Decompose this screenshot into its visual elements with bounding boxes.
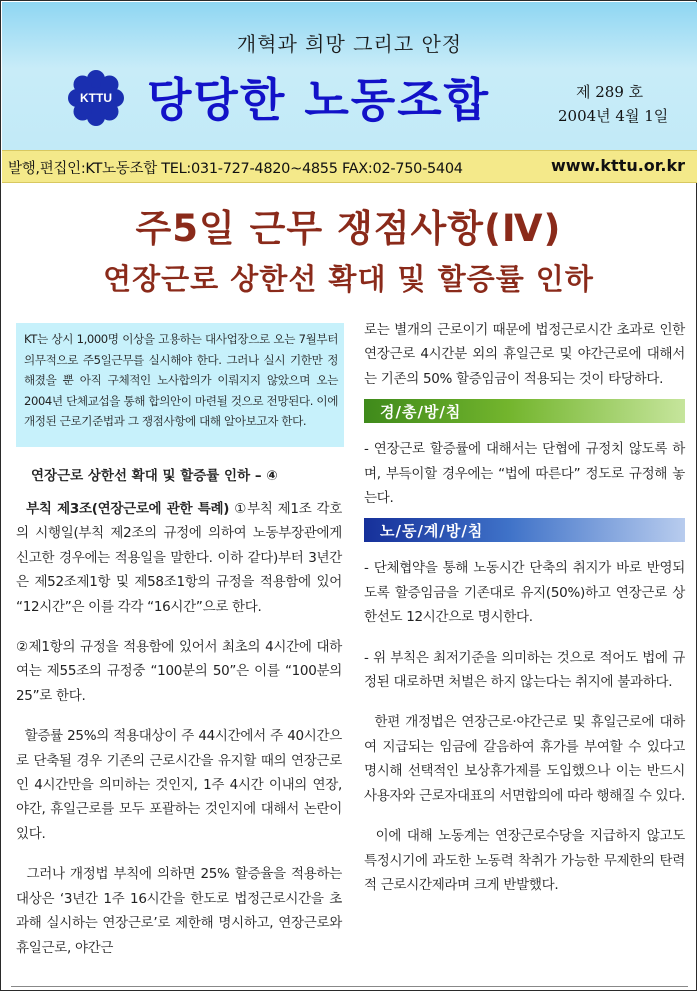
article-paragraph xyxy=(364,710,685,808)
slogan: 개혁과 희망 그리고 안정 xyxy=(236,32,463,56)
publisher-bar xyxy=(2,150,697,183)
headline: 주5일 근무 쟁점사항(Ⅳ) xyxy=(135,207,562,250)
union-policy-text: - 위 부칙은 최저기준을 의미하는 것으로 적어도 법에 규정된 대로하면 처벌은 하지 않는다는 취지에 불과하다. xyxy=(364,649,685,691)
article-paragraph-text: 이에 대해 노동계는 연장근로수당을 지급하지 않고도 특정시기에 과도한 노동력 착취가 가능한 무제한의 탄력적 근로시간제라며 크게 반발했다. xyxy=(364,828,686,893)
union-policy-text: - 단체협약을 통해 노동시간 단축의 취지가 바로 반영되도록 할증임금을 기존대로 유지(50%)하고 연장근로 상한선도 12시간으로 명시한다. xyxy=(364,560,685,626)
intro-box: KT는 상시 1,000명 이상을 고용하는 대사업장으로 오는 7월부터 의무적으로 주5일근무를 실시해야 한다. 그러나 실시 기한만 정해졌을 뿐 아직 구체적인 노사합의가 이뤄지지 않았으며 오는 2004년 단체교섭을 통해 합의안이 마련될 것으로 전망된다. 이에 개정된 근로기준법과 그 쟁점사항에 대해 알아보고자 한다. xyxy=(16,323,344,447)
management-policy-text: - 연장근로 할증률에 대해서는 단협에 규정치 않도록 하며, 부득이할 경우에는 “법에 따른다” 정도로 규정해 놓는다. xyxy=(364,441,685,507)
article-clause-text: ①부칙 제1조 각호의 시행일(부칙 제2조의 규정에 의하여 노동부장관에게 신고한 경우에는 적용일을 말한다. 이하 같다)부터 3년간은 제52조제1항 및 제58조1항의 규정을 적용함에 있어 “12시간”은 이를 각각 “16시간”으로 한다. xyxy=(16,501,343,615)
kttu-logo xyxy=(62,68,130,128)
article-paragraph-text: 한편 개정법은 연장근로·야간근로 및 휴일근로에 대하여 지급되는 임금에 갈음하여 휴가를 부여할 수 있다고 명시해 선택적인 보상휴가제를 도입했으나 이는 반드시 사용자와 근로자대표의 서면합의에 따라 행해질 수 있다. xyxy=(364,714,686,804)
management-policy-band xyxy=(364,399,685,423)
newsletter-title: 당당한 노동조합 xyxy=(147,73,491,127)
logo-text: KTTU xyxy=(80,91,112,105)
article-paragraph-text: 할증률 25%의 적용대상이 주 44시간에서 주 40시간으로 단축될 경우 기존의 근로시간을 유지할 때의 연장근로인 4시간만을 의미하는 것인지, 1주 4시간 이내의 연장, 야간, 휴일근로를 모두 포괄하는 것인지에 대해서 논란이 있다. xyxy=(16,728,342,842)
issue-date: 2004년 4월 1일 xyxy=(558,107,669,125)
kttu-logo-icon xyxy=(62,68,130,128)
article-paragraph: ②제1항의 규정을 적용함에 있어서 최초의 4시간에 대하여는 제55조의 규정중 “100분의 50”은 이를 “100분의 25”로 한다. xyxy=(16,639,342,704)
management-policy-title: 경/총/방/침 xyxy=(380,403,462,422)
article-paragraph xyxy=(16,862,342,960)
union-policy-band xyxy=(364,518,685,542)
bottom-rule xyxy=(11,986,688,987)
subheadline: 연장근로 상한선 확대 및 할증률 인하 xyxy=(103,262,594,296)
article-paragraph: 로는 별개의 근로이기 때문에 법정근로시간 초과로 인한 연장근로 4시간분 외의 휴일근로 및 야간근로에 대해서는 기존의 50% 할증임금이 적용되는 것이 타당하다. xyxy=(364,322,685,387)
article-clause-title: 부칙 제3조(연장근로에 관한 특례) xyxy=(26,501,230,517)
article-paragraph xyxy=(16,497,342,619)
section-title: 연장근로 상한선 확대 및 할증률 인하 – ④ xyxy=(31,468,278,484)
article-paragraph xyxy=(364,824,685,897)
article-paragraph xyxy=(16,724,342,846)
right-column xyxy=(364,318,685,897)
left-column xyxy=(16,497,342,960)
union-policy-title: 노/동/계/방/침 xyxy=(380,522,484,541)
issue-number: 제 289 호 xyxy=(576,83,644,101)
website-link[interactable]: www.kttu.or.kr xyxy=(550,156,685,175)
publisher-info: 발행,편집인:KT노동조합 TEL:031-727-4820~4855 FAX:02-750-5404 xyxy=(8,161,463,177)
masthead xyxy=(2,2,697,150)
article-paragraph-text: 그러나 개정법 부칙에 의하면 25% 할증율을 적용하는 대상은 ‘3년간 1주 16시간을 한도로 법정근로시간을 초과해 실시하는 연장근로’로 제한해 명시하고, 연장근로와 휴일근로, 야간근 xyxy=(16,866,343,956)
